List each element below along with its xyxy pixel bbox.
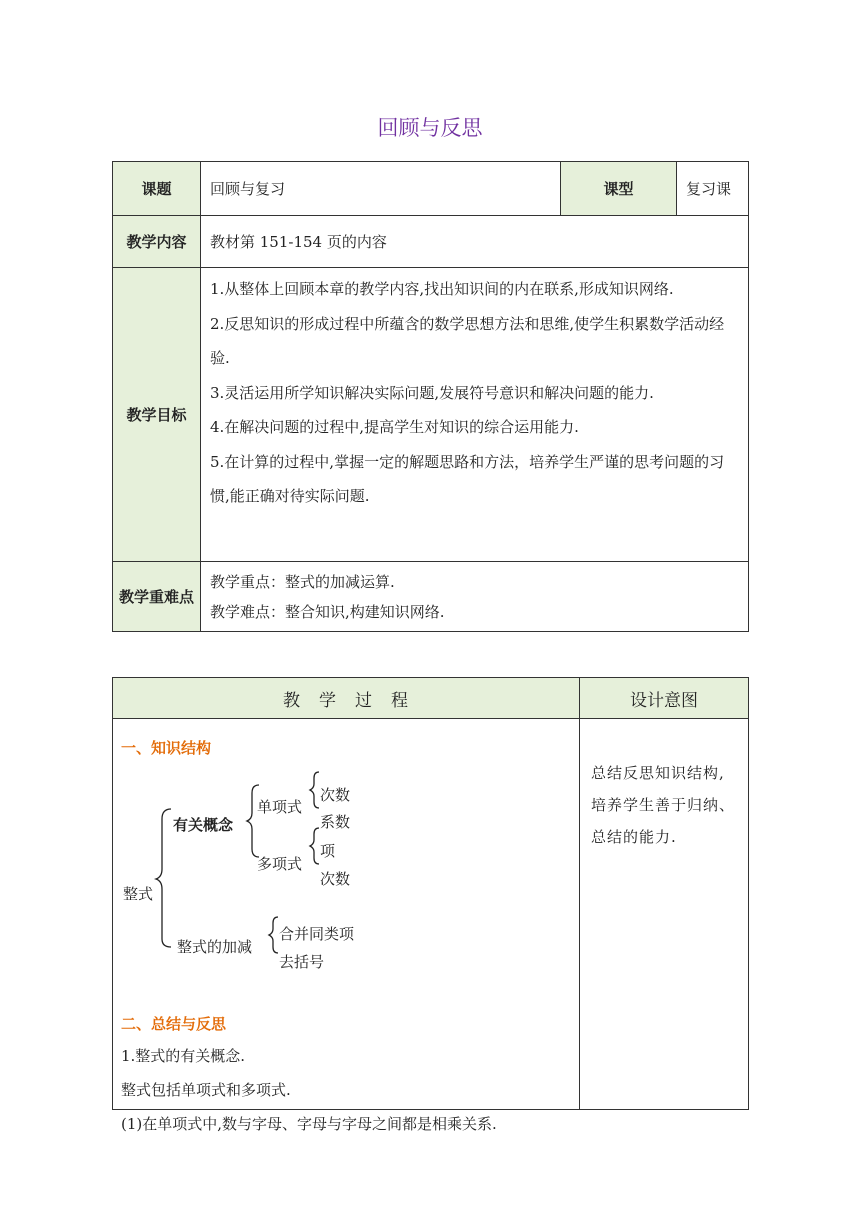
teaching-process-table	[112, 677, 749, 1133]
goal-item: 1.从整体上回顾本章的教学内容,找出知识间的内在联系,形成知识网络.	[210, 280, 674, 298]
intent-line: 总结反思知识结构,	[591, 764, 725, 782]
node-remove-brackets: 去括号	[279, 953, 325, 971]
node-monomial-degree: 次数	[320, 786, 351, 804]
node-concepts: 有关概念	[173, 816, 234, 834]
section-knowledge-structure: 一、知识结构	[121, 739, 212, 757]
node-polynomial: 多项式	[257, 855, 303, 873]
intent-line: 培养学生善于归纳、	[591, 796, 736, 814]
content-label: 教学内容	[113, 216, 201, 268]
topic-row	[113, 162, 749, 216]
process-header-row	[113, 678, 749, 719]
concepts-brace	[247, 785, 259, 857]
topic-label: 课题	[113, 162, 201, 216]
section-summary-reflection: 二、总结与反思	[121, 1015, 227, 1033]
monomial-brace	[310, 772, 319, 808]
node-polynomial-degree: 次数	[320, 870, 351, 888]
goals-row	[113, 268, 749, 562]
node-add-subtract: 整式的加减	[177, 938, 253, 956]
topic-value: 回顾与复习	[201, 162, 561, 216]
content-value: 教材第 151-154 页的内容	[201, 216, 749, 268]
summary-line: 1.整式的有关概念.	[121, 1047, 246, 1065]
difficulty-row	[113, 562, 749, 632]
intent-header: 设计意图	[580, 678, 749, 719]
goal-item: 3.灵活运用所学知识解决实际问题,发展符号意识和解决问题的能力.	[210, 383, 654, 402]
design-intent	[580, 719, 749, 1110]
lesson-info-table	[112, 161, 749, 632]
difficult-point: 教学难点：整合知识,构建知识网络.	[210, 602, 445, 621]
key-point: 教学重点：整式的加减运算.	[210, 572, 395, 591]
content-row	[113, 216, 749, 268]
goals-label: 教学目标	[113, 268, 201, 562]
difficulty-label: 教学重难点	[113, 562, 201, 632]
difficulty-value	[201, 562, 749, 632]
page-title: 回顾与反思	[377, 116, 483, 140]
node-polynomial-term: 项	[320, 842, 336, 860]
goal-item: 4.在解决问题的过程中,提高学生对知识的综合运用能力.	[210, 418, 579, 436]
summary-line: (1)在单项式中,数与字母、字母与字母之间都是相乘关系.	[121, 1115, 497, 1133]
summary-line: 整式包括单项式和多项式.	[121, 1081, 291, 1099]
type-label: 课型	[561, 162, 677, 216]
node-combine-like-terms: 合并同类项	[279, 925, 355, 943]
knowledge-structure-diagram	[113, 759, 413, 971]
addsub-brace	[269, 917, 278, 953]
process-header: 教 学 过 程	[113, 678, 580, 719]
process-content	[113, 719, 580, 1133]
node-root: 整式	[123, 885, 154, 903]
root-brace	[156, 809, 171, 947]
goals-list	[201, 268, 749, 562]
polynomial-brace	[310, 828, 319, 864]
intent-line: 总结的能力.	[591, 828, 677, 846]
node-monomial-coefficient: 系数	[320, 813, 351, 831]
goal-item: 2.反思知识的形成过程中所蕴含的数学思想方法和思维,使学生积累数学活动经验.	[210, 314, 725, 367]
type-value: 复习课	[677, 162, 749, 216]
goal-item: 5.在计算的过程中,掌握一定的解题思路和方法，培养学生严谨的思考问题的习惯,能正确对待实际问题.	[210, 452, 725, 505]
node-monomial: 单项式	[257, 798, 303, 816]
process-body-row	[113, 719, 749, 1110]
